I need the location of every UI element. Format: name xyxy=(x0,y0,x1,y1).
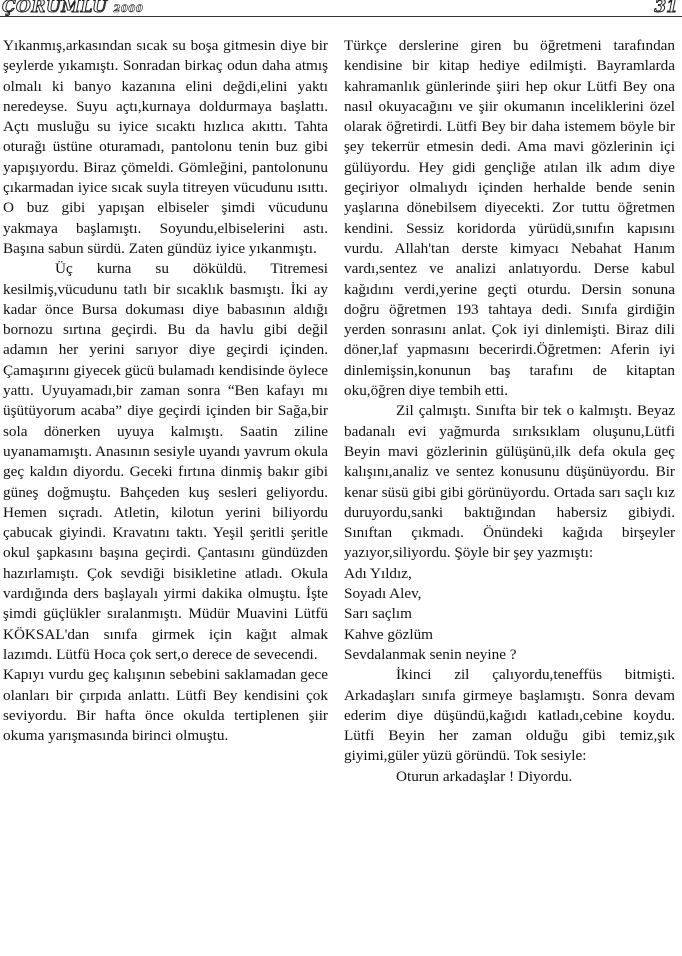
poem-line: Sarı saçlım xyxy=(344,605,412,623)
page-header xyxy=(0,0,682,22)
poem-line: Kahve gözlüm xyxy=(344,625,433,643)
paragraph: Zil çalmıştı. Sınıfta bir tek o kalmıştı. Beyaz badanalı evi yağmurda sırıksıklam oluşunu,Lütfi Beyin mavi gözlerinin gülüşünü,ilk defa okula geç kalışını,analiz ve sentez konusunu düşünüyordu. Bir kenar süsü gibi gibi görünüyordu. Ortada sarı saçlı kız duruyordu,sanki baktığından habersiz gibiydi. Sınıftan çıkmadı. Önündeki kağıda birşeyler yazıyor,siliyordu. Şöyle bir şey yazmıştı: xyxy=(344,402,675,562)
magazine-year: 2000 xyxy=(113,4,144,15)
poem-line: Sevdalanmak senin neyine ? xyxy=(344,645,517,663)
poem xyxy=(344,564,675,665)
magazine-title: ÇORUMLU 2000 xyxy=(2,0,144,17)
paragraph: Türkçe derslerine giren bu öğretmeni tarafından kendisine bir kitap hediye edilmişti. Bayramlarda kahramanlık günlerinde şiiri hep okur Lütfi Bey ona nasıl okuyacağını ve şiir okumanın inceliklerini özel olarak öğretirdi. Lütfi Bey bir daha istemem böyle bir şey tekerrür etmesin dedi. Ama mavi gözlerinin içi gülüyordu. Hey gidi gençliğe atılan ilk adım diye geçiriyor olmalıydı içinden herhalde bende senin yaşlarına dönebilsem diyecekti. Zor tuttu öğretmen kendini. Sessiz koridorda yürüdü,sınıfın kapısını vurdu. Allah'tan derste kimyacı Nebahat Hanım vardı,sentez ve analizi anlatıyordu. Derse kabul kağıdını verdi,yerine geçti oturdu. Dersin sonuna doğru öğretmen 193 tahtaya dedi. Sınıfa girdiğin yerden sonrasını anlat. Çok iyi dinlemişti. Biraz dili döner,laf yapmasını becerirdi.Öğretmen: Aferin iyi dinlemişsin,konunun baş tarafını de kitaptan oku,öğren diye tembih etti. xyxy=(344,37,675,400)
paragraph: Oturun arkadaşlar ! Diyordu. xyxy=(396,767,573,785)
paragraph: Yıkanmış,arkasından sıcak su boşa gitmesin diye bir şeylerde yıkamıştı. Sonradan birkaç odun daha atmış olmalı ki banyo kazanına elini değdi,elini yaktı neredeyse. Suyu açtı,kurnaya doldurmaya başlattı. Açtı musluğu su iyice sıcaktı hızlıca akıttı. Tahta oturağı üstüne oturamadı, pantolonu tenin buz gibi yapışıyordu. Biraz çömeldi. Gömleğini, pantolonunu çıkarmadan iyice sıcak suyla titreyen vücudunu ısıttı. O buz gibi yapışan elbiseler şimdi vücudunu yakmaya başlamıştı. Soyundu,elbiselerini astı. Başına sabun sürdü. Zaten gündüz iyice yıkanmıştı. xyxy=(3,37,328,257)
page-number: 31 xyxy=(654,0,678,17)
paragraph: Üç kurna su döküldü. Titremesi kesilmiş,vücudunu tatlı bir sıcaklık basmıştı. İki ay kadar önce Bursa dokuması diye babasının aldığı bornozu sırtına geçirdi. Bu da havlu gibi değil adamın her yerini sarıyor diye geçirdi içinden. Çamaşırını giyecek gücü bulamadı kendisinde öylece yattı. Uyuyamadı,bir zaman sonra “Ben kafayı mı üşütüyorum acaba” diye geçirdi içinden bir Sağa,bir sola dönerken uyuya kalmıştı. Saatin ziline uyanamamıştı. Anasının sesiyle uyandı yavrum okula geç kaldın diyordu. Geceki fırtına dinmiş bakır gibi güneş doğmuştu. Bahçeden kuş sesleri geliyordu. Hemen sıçradı. Atletin, kilotun yerini biliyordu çabucak giyindi. Kravatını taktı. Yeşil şeritli şeritle okul şapkasını başına geçirdi. Çantasını gündüzden hazırlamıştı. Çok sevdiği bisikletine atladı. Okula vardığında ders başlayalı yirmi dakika olmuştu. İşte şimdi güçlükler sıralanmıştı. Müdür Muavini Lütfü KÖKSAL'dan sınıfa girmek için kağıt almak lazımdı. Lütfü Hoca çok sert,o derece de sevecendi. xyxy=(3,260,328,663)
right-column xyxy=(344,36,675,787)
left-column xyxy=(3,36,328,746)
header-rule xyxy=(0,16,682,17)
poem-line: Adı Yıldız, xyxy=(344,564,412,582)
paragraph: Kapıyı vurdu geç kalışının sebebini saklamadan gece olanları bir çırpıda anlattı. Lütfi Bey kendisini çok seviyordu. Bir hafta önce okulda tertiplenen şiir okuma yarışmasında birinci olmuştu. xyxy=(3,666,328,745)
poem-line: Soyadı Alev, xyxy=(344,585,422,603)
paragraph: İkinci zil çalıyordu,teneffüs bitmişti. Arkadaşları sınıfa girmeye başlamıştı. Sonra devam ederim diye düşündü,kağıdı katladı,cebine koydu. Lütfi Beyin her zaman olduğu gibi temiz,şık giyimi,güler yüzü göründü. Tok sesiyle: xyxy=(344,666,675,765)
